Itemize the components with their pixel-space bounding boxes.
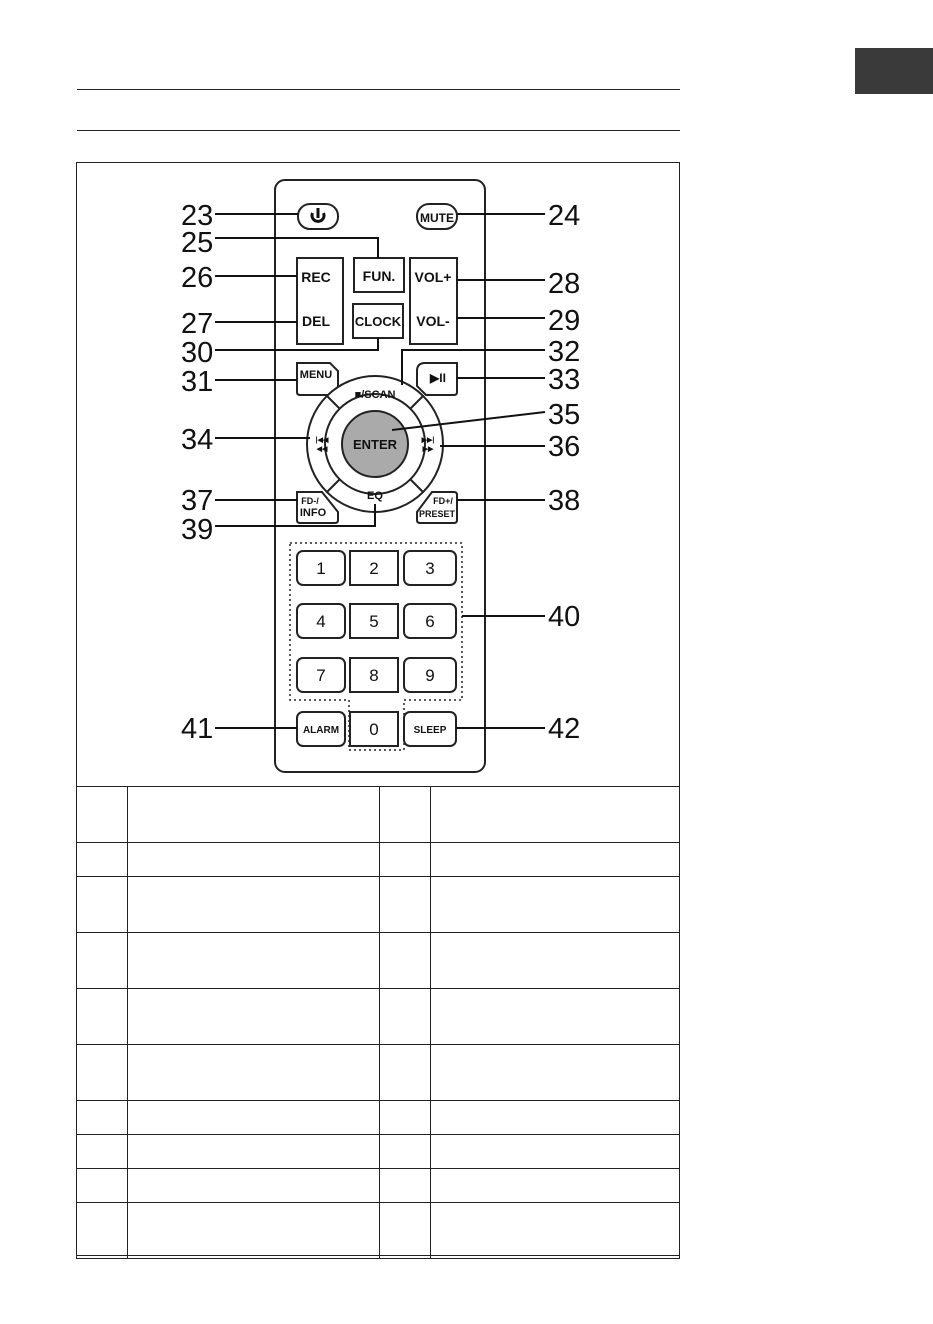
callout-29: 29	[548, 305, 581, 337]
callout-25: 25	[181, 227, 214, 259]
key-9-label: 9	[425, 666, 435, 685]
legend-cell	[128, 1101, 380, 1135]
rec-label: REC	[301, 269, 331, 285]
legend-cell	[77, 1135, 128, 1169]
legend-cell	[431, 1203, 680, 1259]
callout-26: 26	[181, 262, 214, 294]
legend-row	[77, 989, 680, 1045]
legend-cell	[128, 933, 380, 989]
legend-row	[77, 877, 680, 933]
key-3-label: 3	[425, 559, 435, 578]
legend-cell	[380, 843, 431, 877]
key-5-label: 5	[369, 612, 379, 631]
legend-row	[77, 1135, 680, 1169]
legend-cell	[77, 1101, 128, 1135]
legend-cell	[77, 1169, 128, 1203]
legend-cell	[77, 877, 128, 933]
callout-41: 41	[181, 713, 214, 745]
legend-cell	[128, 787, 380, 843]
svg-text:◀◀: ◀◀	[316, 446, 328, 453]
legend-cell	[380, 1203, 431, 1259]
legend-cell	[431, 877, 680, 933]
callout-28: 28	[548, 268, 581, 300]
stop-scan-label: ■/SCAN	[354, 389, 396, 401]
legend-cell	[380, 1045, 431, 1101]
legend-cell	[380, 933, 431, 989]
legend-cell	[128, 1045, 380, 1101]
legend-row	[77, 1101, 680, 1135]
callout-34: 34	[181, 424, 214, 456]
callout-32: 32	[548, 336, 581, 368]
callout-40: 40	[548, 601, 581, 633]
legend-cell	[77, 1203, 128, 1259]
legend-row	[77, 1203, 680, 1259]
fd-preset-label-1: FD+/	[433, 496, 453, 506]
svg-text:|◀◀: |◀◀	[315, 437, 329, 444]
alarm-label: ALARM	[302, 725, 340, 736]
legend-cell	[431, 843, 680, 877]
legend-table	[76, 786, 680, 1259]
play-pause-label: ▶II	[430, 371, 446, 385]
legend-cell	[431, 1045, 680, 1101]
key-2-label: 2	[369, 559, 379, 578]
clock-label: CLOCK	[354, 314, 402, 329]
legend-cell	[128, 1203, 380, 1259]
callout-24: 24	[548, 200, 581, 232]
legend-cell	[380, 989, 431, 1045]
legend-cell	[77, 787, 128, 843]
legend-cell	[431, 1101, 680, 1135]
svg-text:▶▶: ▶▶	[422, 446, 434, 453]
legend-cell	[77, 1045, 128, 1101]
key-7-label: 7	[316, 666, 326, 685]
legend-cell	[431, 787, 680, 843]
vol-minus-label: VOL-	[416, 313, 450, 329]
key-1-label: 1	[316, 559, 326, 578]
callout-38: 38	[548, 485, 581, 517]
menu-label: MENU	[299, 369, 333, 381]
legend-row	[77, 933, 680, 989]
fd-info-label-1: FD-/	[301, 496, 319, 506]
key-8-label: 8	[369, 666, 379, 685]
legend-cell	[128, 1135, 380, 1169]
legend-cell	[431, 989, 680, 1045]
callout-33: 33	[548, 364, 581, 396]
legend-cell	[380, 1101, 431, 1135]
legend-cell	[431, 1135, 680, 1169]
vol-plus-label: VOL+	[414, 269, 452, 285]
legend-cell	[77, 989, 128, 1045]
key-0-label: 0	[369, 720, 379, 739]
legend-cell	[128, 1169, 380, 1203]
key-4-label: 4	[316, 612, 326, 631]
key-6-label: 6	[425, 612, 435, 631]
callout-37: 37	[181, 485, 214, 517]
legend-cell	[128, 877, 380, 933]
callout-31: 31	[181, 366, 214, 398]
legend-cell	[128, 989, 380, 1045]
callout-39: 39	[181, 514, 214, 546]
legend-row	[77, 843, 680, 877]
fun-label: FUN.	[362, 268, 396, 284]
legend-cell	[380, 787, 431, 843]
legend-cell	[380, 1135, 431, 1169]
callout-36: 36	[548, 431, 581, 463]
legend-cell	[431, 933, 680, 989]
fd-preset-label-2: PRESET	[418, 509, 456, 519]
legend-row	[77, 787, 680, 843]
callout-30: 30	[181, 337, 214, 369]
legend-cell	[380, 1169, 431, 1203]
callout-42: 42	[548, 713, 581, 745]
legend-cell	[380, 877, 431, 933]
sleep-label: SLEEP	[413, 725, 447, 736]
legend-cell	[77, 843, 128, 877]
enter-label: ENTER	[352, 437, 398, 452]
svg-text:▶▶|: ▶▶|	[421, 437, 435, 444]
legend-cell	[431, 1169, 680, 1203]
mute-label: MUTE	[420, 211, 454, 225]
legend-cell	[128, 843, 380, 877]
fd-info-label-2: INFO	[299, 507, 327, 519]
eq-label: EQ	[367, 490, 383, 502]
callout-35: 35	[548, 399, 581, 431]
del-label: DEL	[302, 313, 330, 329]
legend-row	[77, 1169, 680, 1203]
legend-row	[77, 1045, 680, 1101]
legend-cell	[77, 933, 128, 989]
callout-27: 27	[181, 308, 214, 340]
callout-23: 23	[181, 200, 214, 232]
